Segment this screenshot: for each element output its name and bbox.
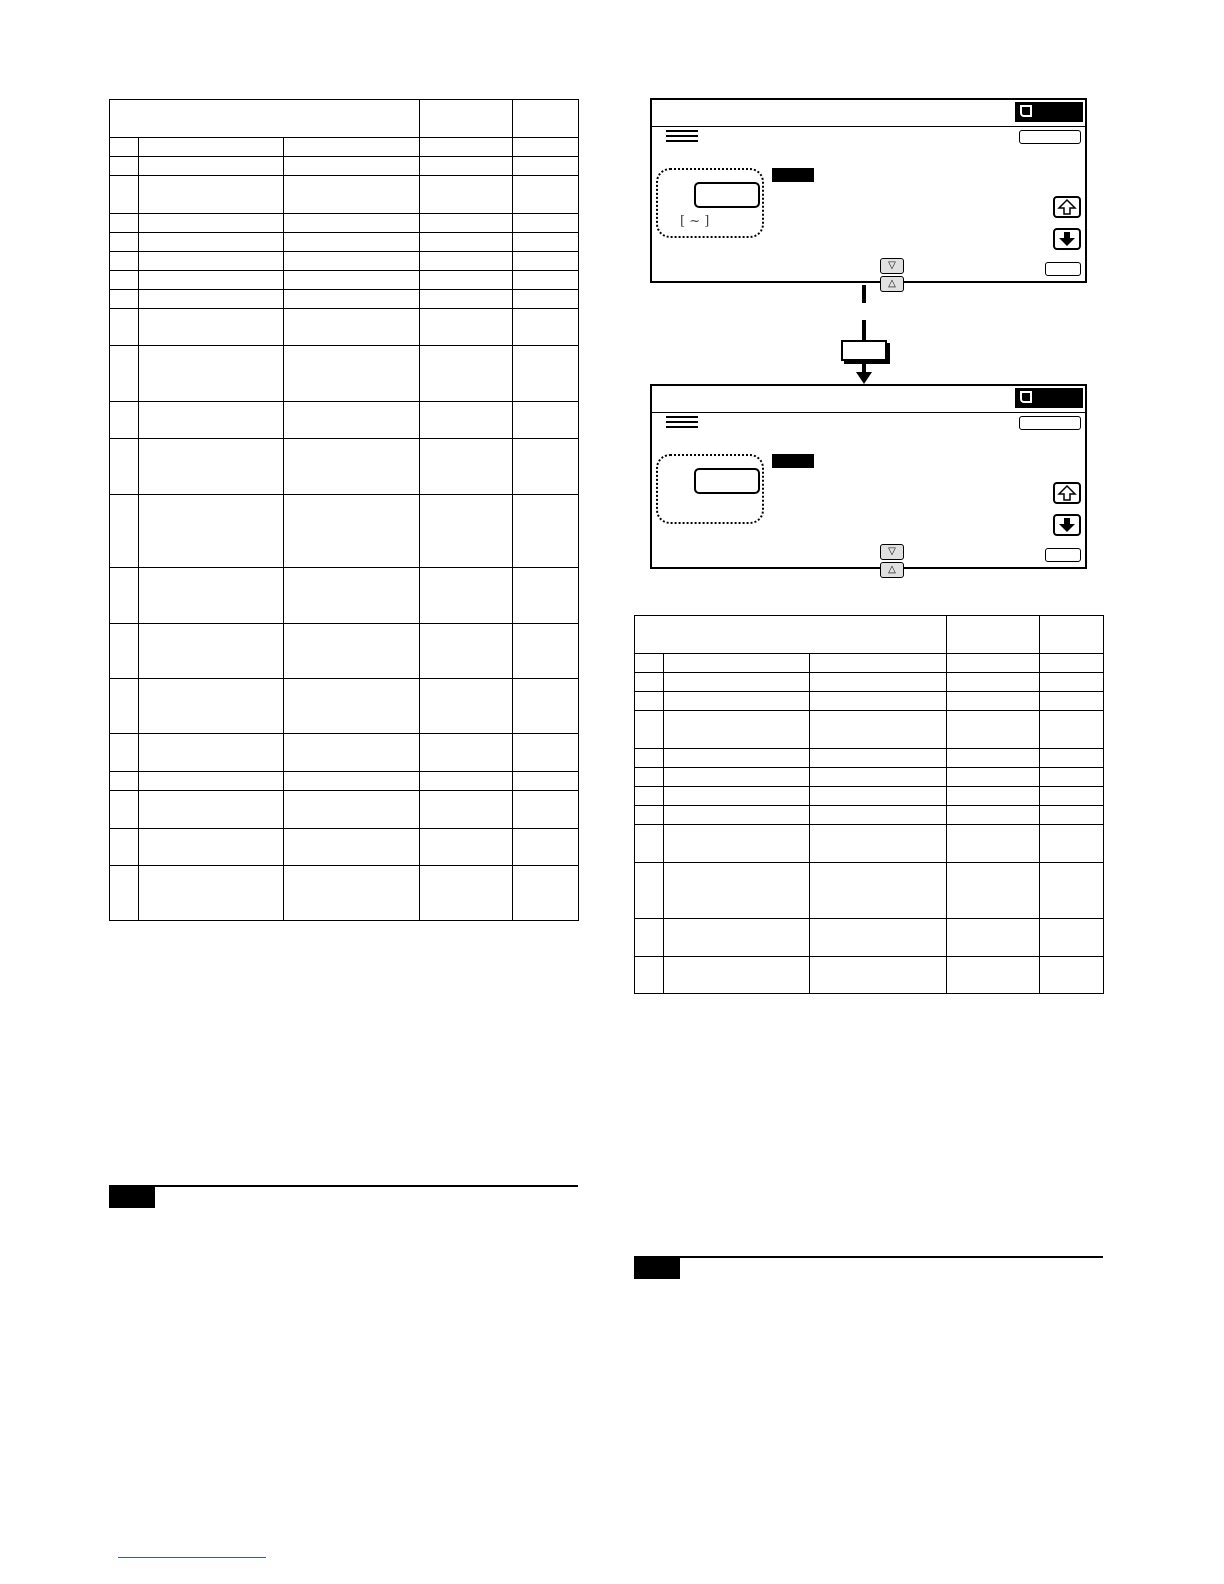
- execute-button[interactable]: [1045, 262, 1081, 276]
- section-tab-left: [109, 1186, 155, 1208]
- table-row: [110, 734, 579, 772]
- page-nav-buttons: [880, 544, 932, 575]
- table-row: [635, 825, 1104, 863]
- table-row: [635, 919, 1104, 957]
- value-field[interactable]: [694, 468, 760, 494]
- table-row: [110, 829, 579, 866]
- table-row: [110, 402, 579, 439]
- table-row: [110, 439, 579, 495]
- ok-button[interactable]: [1019, 416, 1081, 430]
- table-row: [110, 290, 579, 309]
- right-table: [634, 615, 1104, 994]
- up-arrow-button[interactable]: [1053, 482, 1081, 504]
- table-row: [110, 495, 579, 568]
- table-row: [110, 624, 579, 679]
- menu-lines-icon: [666, 130, 698, 146]
- table-row: [110, 233, 579, 252]
- table-header-row: [635, 616, 1104, 654]
- table-row: [110, 157, 579, 176]
- table-row: [110, 791, 579, 829]
- page-down-button[interactable]: ▽: [880, 544, 904, 560]
- copy-icon: [1020, 105, 1032, 117]
- menu-lines-icon: [666, 416, 698, 432]
- copy-mode-tab[interactable]: [1015, 102, 1083, 122]
- flow-connector: [862, 285, 866, 303]
- page-nav-buttons: [880, 258, 932, 289]
- up-arrow-icon: [1055, 198, 1079, 216]
- left-table: [109, 99, 579, 921]
- item-label-highlight: [772, 168, 814, 182]
- footer-link[interactable]: [118, 1557, 266, 1558]
- table-row: [110, 568, 579, 624]
- page-up-button[interactable]: △: [880, 276, 904, 292]
- page-up-button[interactable]: △: [880, 562, 904, 578]
- section-tab-right: [634, 1257, 680, 1279]
- table-row: [635, 654, 1104, 673]
- setting-screen-panel-bottom: [650, 384, 1087, 575]
- table-row: [635, 768, 1104, 787]
- section-rule-right: [634, 1256, 1103, 1258]
- table-row: [635, 711, 1104, 749]
- copy-icon: [1020, 391, 1032, 403]
- down-arrow-button[interactable]: [1053, 514, 1081, 536]
- table-row: [110, 346, 579, 402]
- range-text: [ ~ ]: [680, 214, 710, 229]
- table-row: [635, 673, 1104, 692]
- execute-button[interactable]: [1045, 548, 1081, 562]
- table-header-row: [110, 100, 579, 138]
- table-row: [635, 863, 1104, 919]
- table-row: [110, 176, 579, 214]
- up-arrow-button[interactable]: [1053, 196, 1081, 218]
- item-label-highlight: [772, 454, 814, 468]
- table-row: [635, 957, 1104, 994]
- down-arrow-button[interactable]: [1053, 228, 1081, 250]
- key-box: [841, 340, 887, 361]
- down-arrow-icon: [1055, 230, 1079, 248]
- table-row: [110, 252, 579, 271]
- down-arrow-icon: [1055, 516, 1079, 534]
- down-flow-arrow-icon: [856, 372, 872, 384]
- up-arrow-icon: [1055, 484, 1079, 502]
- setting-screen-panel-top: [650, 98, 1087, 289]
- table-row: [635, 749, 1104, 768]
- table-row: [110, 271, 579, 290]
- table-row: [635, 806, 1104, 825]
- page-down-button[interactable]: ▽: [880, 258, 904, 274]
- table-row: [110, 679, 579, 734]
- ok-button[interactable]: [1019, 130, 1081, 144]
- section-rule-left: [109, 1185, 578, 1187]
- table-row: [110, 772, 579, 791]
- table-row: [110, 866, 579, 921]
- table-row: [635, 787, 1104, 806]
- table-row: [110, 309, 579, 346]
- table-row: [110, 138, 579, 157]
- copy-mode-tab[interactable]: [1015, 388, 1083, 408]
- table-row: [110, 214, 579, 233]
- value-field[interactable]: [694, 182, 760, 208]
- flow-connector: [862, 320, 866, 340]
- table-row: [635, 692, 1104, 711]
